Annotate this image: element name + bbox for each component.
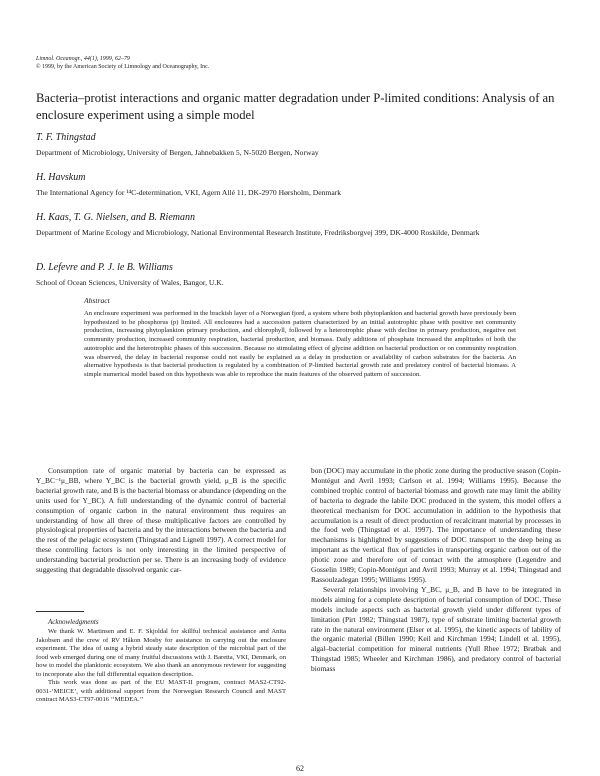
body-paragraph: Consumption rate of organic material by bacteria can be expressed as Y_BC⁻¹μ_BB, where Y_BC is the bacterial growth yield, μ_B is the specific bacterial growth rate, and B is the bacterial biomass or abundance (depending on the units used for Y_BC). A full understanding of the dynamic control of bacterial consumption of organic carbon in the natural environment thus requires an understanding of how all three of these multiplicative factors are controlled by physiological properties of bacteria and by the interactions between the bacteria and the rest of the pelagic ecosystem (Thingstad and Lignell 1997). A correct model for these controlling factors is not only interesting in the limited perspective of understanding bacterial production per se. There is an increasing body of evidence suggesting that degradable dissolved organic car-	[36, 466, 286, 575]
article-title: Bacteria–protist interactions and organic matter degradation under P-limited conditions: Analysis of an enclosure experiment using a simple model	[36, 91, 555, 122]
copyright-line: © 1999, by the American Society of Limnology and Oceanography, Inc.	[36, 63, 210, 70]
author-affiliation: Department of Marine Ecology and Microbiology, National Environmental Research Institute, Fredriksborgvej 399, DK-4000 Roskilde, Denmark	[36, 228, 480, 237]
acknowledgments-paragraph: We thank W. Martinsen and E. F. Skjoldal for skillful technical assistance and Anita Jakobsen and the crew of RV Håkon Mosby for assistance in carrying out the enclosure experiment. The idea of using a hybrid steady state description of the microbial part of the food web emerged during one of many fruitful discussions with J. Baretta, VKI, Denmark, on how to model the planktonic ecosystem. We also thank an anonymous reviewer for suggesting to incorporate also the full differential equation description.	[36, 628, 286, 678]
footnote-rule	[36, 611, 84, 612]
acknowledgments-paragraph: This work was done as part of the EU MAST-II program, contract MAS2-CT92-0031-‘MEICE’, with additional support from the Norwegian Research Council and MAST contract MAS3-CT97-0016 ‘‘MEDEA.’’	[36, 679, 286, 703]
body-paragraph: Several relationships involving Y_BC, μ_B, and B have to be integrated in models aiming for a complete description of bacterial consumption of DOC. These models include aspects such as bacterial growth yield under different types of limitation (Pirt 1982; Thingstad 1987), type of substrate limiting bacterial growth rate in the natural environment (Elser et al. 1995), the kinetic aspects of lability of the organic material (Billen 1990; Keil and Kirchman 1994; Lindell et al. 1995), algal–bacterial competition for mineral nutrients (Yull Rhee 1972; Bratbak and Thingstad 1985; Wheeler and Kirchman 1986), and predatory control of bacterial biomass	[311, 584, 561, 674]
author-names: H. Havskum	[36, 172, 86, 183]
author-names: H. Kaas, T. G. Nielsen, and B. Riemann	[36, 212, 195, 223]
author-group-2	[36, 171, 566, 199]
acknowledgments-heading: Acknowledgments	[48, 618, 99, 626]
journal-citation	[36, 56, 209, 71]
author-affiliation: School of Ocean Sciences, University of Wales, Bangor, U.K.	[36, 278, 224, 287]
abstract-heading: Abstract	[84, 296, 110, 305]
author-group-3	[36, 211, 566, 239]
abstract-text: An enclosure experiment was performed in the brackish layer of a Norwegian fjord, a system where both phytoplankton and bacterial growth have previously been hypothesized to be phosphorus (p) limited. All enclosures had a succession pattern characterized by an initial autotrophic phase with positive net community production, increasing phytoplankton primary production, and chlorophyll, followed by a heterotrophic phase with decline in primary production, negative net community production, increased community respiration, bacterial production, and biomass. Daily additions of phosphate increased the amplitudes of both the autotrophic and the heterotrophic phases of this succession. Because no stimulating effect of glycine addition on bacterial production or on community respiration was observed, the delay in bacterial response could not easily be explained as a delay in production or availability of carbon substrates for the bacteria. An alternative hypothesis is that bacterial production is regulated by a combination of P-limited bacterial growth rate and predatory control of bacterial biomass. A simple numerical model based on this hypothesis was able to reproduce the main features of the observed pattern of succession.	[84, 310, 516, 378]
author-group-1	[36, 131, 566, 159]
journal-issue-line: Limnol. Oceanogr., 44(1), 1999, 62–79	[36, 56, 130, 62]
abstract	[84, 296, 516, 380]
body-paragraph: bon (DOC) may accumulate in the photic zone during the productive season (Copin-Montégut and Avril 1993; Carlson et al. 1994; Williams 1995). Because the combined trophic control of bacterial biomass and growth rate may limit the ability of bacteria to degrade the labile DOC produced in the system, this model offers a theoretical mechanism for DOC accumulation in addition to the hypothesis that accumulation is a result of direct production of recalcitrant material by processes in the food web (Thingstad et al. 1997). The importance of understanding these mechanisms is highlighted by suggestions of DOC transport to the deep being as important as the vertical flux of particles in transporting organic carbon out of the photic zone and therefore out of contact with the atmosphere (Legendre and Gosselin 1989; Copin-Montégut and Avril 1993; Murray et al. 1994; Thingstad and Rassoulzadegan 1995; Williams 1995).	[311, 466, 561, 584]
author-names: D. Lefevre and P. J. le B. Williams	[36, 262, 173, 273]
body-column-right	[311, 466, 561, 674]
author-group-4	[36, 261, 566, 289]
author-affiliation: Department of Microbiology, University of Bergen, Jahnebakken 5, N-5020 Bergen, Norway	[36, 148, 319, 157]
body-column-left	[36, 466, 286, 575]
page-number: 62	[296, 764, 304, 773]
author-names: T. F. Thingstad	[36, 132, 96, 143]
author-affiliation: The International Agency for ¹⁴C-determination, VKI, Agern Allé 11, DK-2970 Hørsholm, Denmark	[36, 188, 342, 197]
acknowledgments	[36, 611, 286, 705]
